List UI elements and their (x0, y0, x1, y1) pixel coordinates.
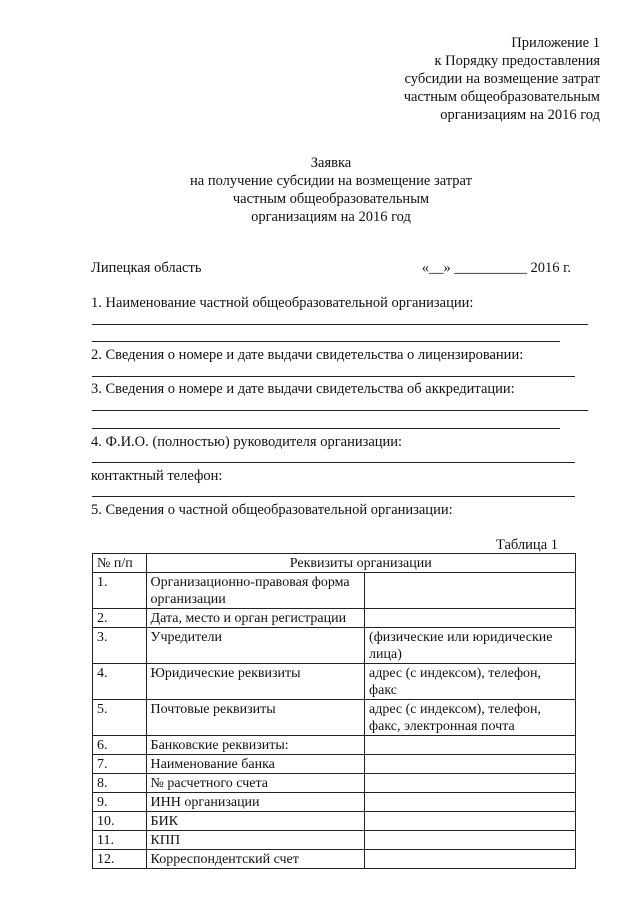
region-label: Липецкая область (91, 260, 202, 276)
title-line: на получение субсидии на возмещение затрат (190, 173, 472, 189)
row-value[interactable]: адрес (с индексом), телефон, факс, электронная почта (365, 700, 576, 736)
table-header-row (93, 554, 576, 573)
section-5-label: 5. Сведения о частной общеобразовательной организации: (91, 502, 453, 518)
title-line: частным общеобразовательным (232, 191, 430, 207)
row-value[interactable] (365, 573, 576, 609)
fill-line[interactable] (92, 462, 575, 463)
row-value[interactable] (365, 812, 576, 831)
row-name: Банковские реквизиты: (146, 736, 364, 755)
fill-line[interactable] (92, 428, 560, 429)
fill-line[interactable] (92, 410, 588, 411)
section-4-label: 4. Ф.И.О. (полностью) руководителя организации: (91, 434, 403, 450)
phone-label: контактный телефон: (91, 468, 223, 484)
row-name: Организационно-правовая форма организации (146, 573, 364, 609)
fill-line[interactable] (92, 341, 560, 342)
row-num: 4. (93, 664, 147, 700)
row-num: 11. (93, 831, 147, 850)
header-requisites: Реквизиты организации (146, 554, 575, 573)
table-row (93, 812, 576, 831)
fill-line[interactable] (92, 376, 575, 377)
row-num: 6. (93, 736, 147, 755)
row-value[interactable]: (физические или юридические лица) (365, 628, 576, 664)
row-num: 8. (93, 774, 147, 793)
table-row (93, 793, 576, 812)
row-num: 7. (93, 755, 147, 774)
row-name: ИНН организации (146, 793, 364, 812)
table-row (93, 736, 576, 755)
title-line: организациям на 2016 год (251, 209, 411, 225)
row-num: 5. (93, 700, 147, 736)
document-title (0, 154, 640, 226)
appendix-line: субсидии на возмещение затрат (404, 71, 600, 87)
row-name: Почтовые реквизиты (146, 700, 364, 736)
row-name: БИК (146, 812, 364, 831)
row-name: Учредители (146, 628, 364, 664)
appendix-header (404, 34, 600, 124)
row-value[interactable]: адрес (с индексом), телефон, факс (365, 664, 576, 700)
row-name: Юридические реквизиты (146, 664, 364, 700)
row-value[interactable] (365, 793, 576, 812)
table-row (93, 700, 576, 736)
requisites-table (92, 553, 576, 869)
fill-line[interactable] (92, 324, 588, 325)
table-caption: Таблица 1 (495, 537, 558, 553)
table-row (93, 755, 576, 774)
appendix-line: организациям на 2016 год (440, 107, 600, 123)
table-row (93, 573, 576, 609)
row-value[interactable] (365, 774, 576, 793)
row-name: Дата, место и орган регистрации (146, 609, 364, 628)
date-line[interactable]: «__» __________ 2016 г. (421, 260, 571, 276)
row-value[interactable] (365, 609, 576, 628)
row-name: Наименование банка (146, 755, 364, 774)
table-row (93, 628, 576, 664)
row-name: Корреспондентский счет (146, 850, 364, 869)
row-num: 3. (93, 628, 147, 664)
row-num: 9. (93, 793, 147, 812)
row-num: 2. (93, 609, 147, 628)
table-row (93, 609, 576, 628)
header-num: № п/п (93, 554, 147, 573)
row-name: № расчетного счета (146, 774, 364, 793)
row-value[interactable] (365, 850, 576, 869)
table-row (93, 831, 576, 850)
title-line: Заявка (310, 155, 352, 171)
appendix-line: частным общеобразовательным (403, 89, 600, 105)
fill-line[interactable] (92, 496, 575, 497)
appendix-line: к Порядку предоставления (434, 53, 600, 69)
table-row (93, 664, 576, 700)
section-2-label: 2. Сведения о номере и дате выдачи свидетельства о лицензировании: (91, 347, 524, 363)
row-num: 10. (93, 812, 147, 831)
table-row (93, 774, 576, 793)
row-num: 1. (93, 573, 147, 609)
row-num: 12. (93, 850, 147, 869)
table-row (93, 850, 576, 869)
row-value[interactable] (365, 755, 576, 774)
row-name: КПП (146, 831, 364, 850)
region-date-row (91, 259, 571, 277)
row-value[interactable] (365, 736, 576, 755)
section-1-label: 1. Наименование частной общеобразовательной организации: (91, 295, 474, 311)
appendix-line: Приложение 1 (511, 35, 600, 51)
section-3-label: 3. Сведения о номере и дате выдачи свидетельства об аккредитации: (91, 381, 515, 397)
row-value[interactable] (365, 831, 576, 850)
